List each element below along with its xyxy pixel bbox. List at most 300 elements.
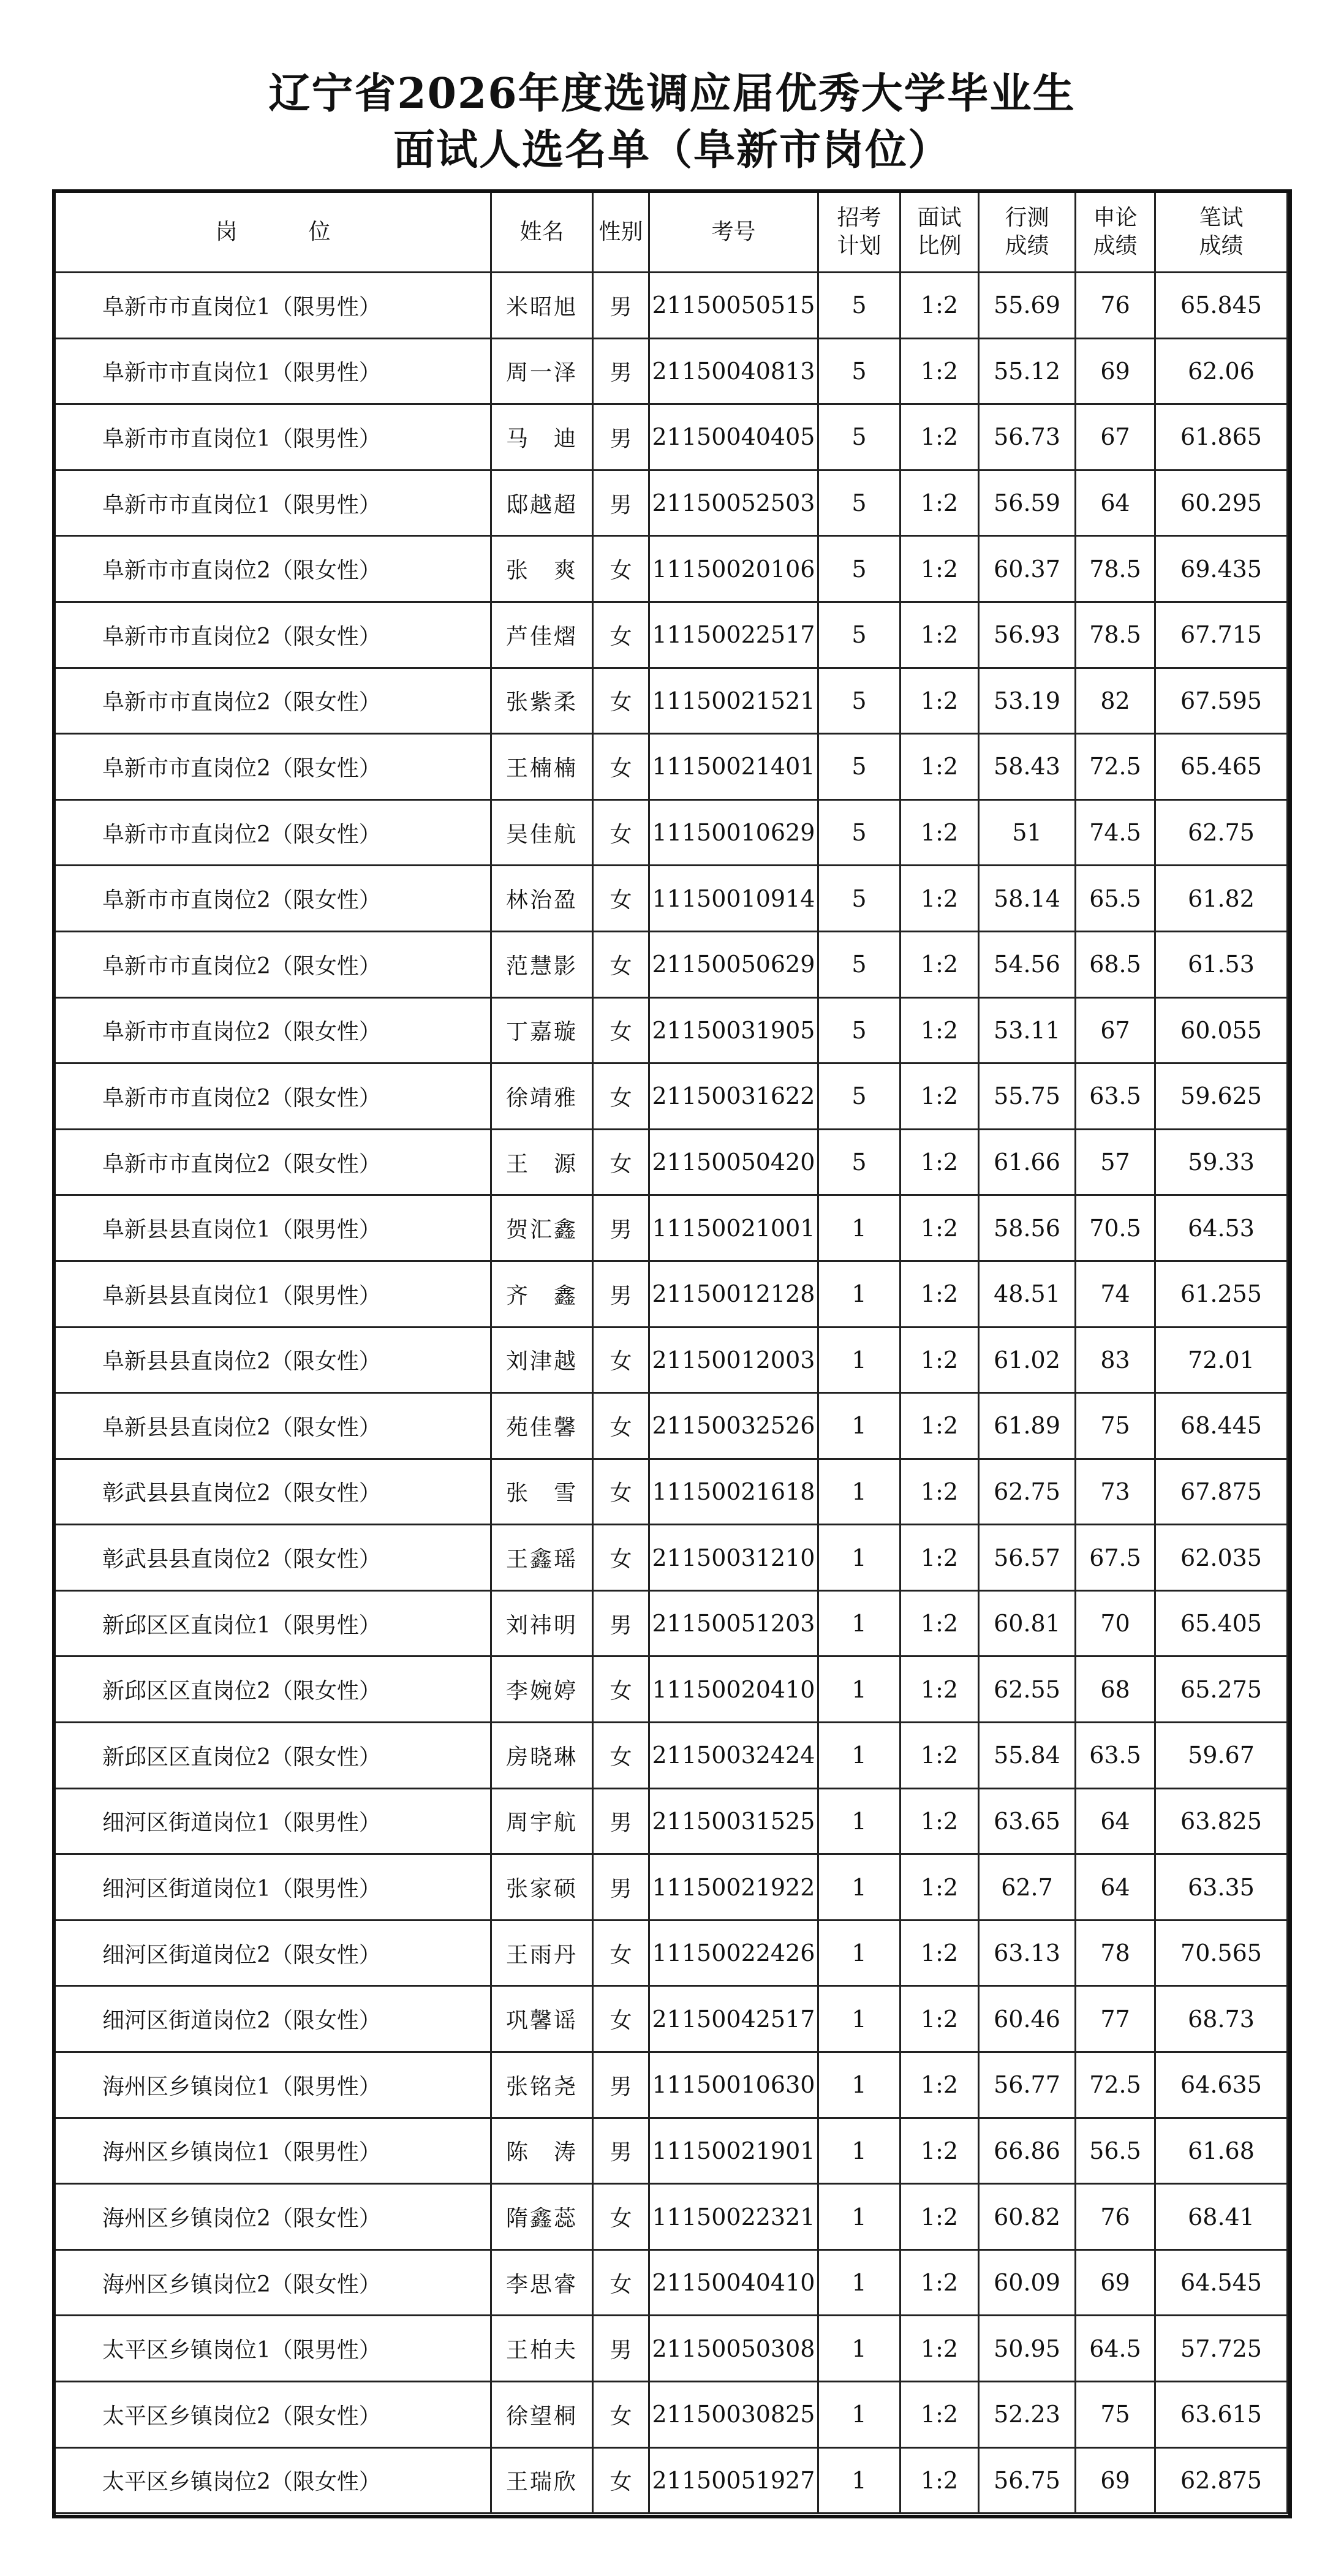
exam-id-cell: 11150021401 [649,734,818,800]
gender-cell: 女 [593,2184,649,2250]
aptitude-score-cell: 62.55 [979,1656,1076,1723]
plan-cell: 1 [818,1261,900,1327]
aptitude-score-cell: 56.73 [979,404,1076,470]
exam-id-cell: 21150040405 [649,404,818,470]
plan-cell: 5 [818,1129,900,1195]
essay-score-cell: 70 [1076,1590,1155,1656]
aptitude-score-cell: 56.59 [979,470,1076,536]
post-cell: 新邱区区直岗位2（限女性） [55,1723,491,1789]
aptitude-score-cell: 60.46 [979,1986,1076,2052]
ratio-cell: 1:2 [900,1261,979,1327]
gender-cell: 女 [593,734,649,800]
plan-cell: 5 [818,1063,900,1130]
ratio-cell: 1:2 [900,1723,979,1789]
aptitude-score-cell: 54.56 [979,931,1076,997]
exam-id-cell: 21150032424 [649,1723,818,1789]
aptitude-score-cell: 53.11 [979,997,1076,1063]
essay-score-cell: 74.5 [1076,799,1155,866]
gender-cell: 男 [593,2316,649,2382]
essay-score-cell: 82 [1076,668,1155,734]
header-gender: 性别 [593,192,649,273]
header-plan: 招考 计划 [818,192,900,273]
name-cell: 陈 涛 [491,2118,593,2184]
essay-score-cell: 64 [1076,470,1155,536]
aptitude-score-cell: 66.86 [979,2118,1076,2184]
ratio-cell: 1:2 [900,997,979,1063]
post-cell: 海州区乡镇岗位1（限男性） [55,2118,491,2184]
table-row [55,1986,1288,2052]
written-score-cell: 59.33 [1155,1129,1288,1195]
gender-cell: 女 [593,1327,649,1393]
exam-id-cell: 11150010630 [649,2052,818,2118]
post-cell: 彰武县县直岗位2（限女性） [55,1459,491,1525]
name-cell: 王楠楠 [491,734,593,800]
essay-score-cell: 76 [1076,273,1155,339]
header-written-score: 笔试 成绩 [1155,192,1288,273]
plan-cell: 1 [818,1327,900,1393]
name-cell: 王瑞欣 [491,2447,593,2514]
gender-cell: 女 [593,1723,649,1789]
plan-cell: 5 [818,799,900,866]
aptitude-score-cell: 55.75 [979,1063,1076,1130]
name-cell: 齐 鑫 [491,1261,593,1327]
post-cell: 阜新县县直岗位2（限女性） [55,1327,491,1393]
exam-id-cell: 21150031622 [649,1063,818,1130]
ratio-cell: 1:2 [900,1195,979,1261]
essay-score-cell: 78 [1076,1920,1155,1986]
table-row [55,799,1288,866]
plan-cell: 1 [818,1590,900,1656]
table-row [55,1195,1288,1261]
written-score-cell: 57.725 [1155,2316,1288,2382]
name-cell: 米昭旭 [491,273,593,339]
aptitude-score-cell: 62.75 [979,1459,1076,1525]
ratio-cell: 1:2 [900,2447,979,2514]
name-cell: 芦佳熠 [491,602,593,668]
name-cell: 徐靖雅 [491,1063,593,1130]
table-row [55,1723,1288,1789]
name-cell: 吴佳航 [491,799,593,866]
gender-cell: 女 [593,2447,649,2514]
table-row [55,1261,1288,1327]
table-row [55,1920,1288,1986]
name-cell: 林治盈 [491,866,593,932]
gender-cell: 女 [593,931,649,997]
gender-cell: 女 [593,1986,649,2052]
plan-cell: 1 [818,1920,900,1986]
plan-cell: 1 [818,2184,900,2250]
table-row [55,338,1288,404]
written-score-cell: 63.825 [1155,1788,1288,1854]
table-row [55,1063,1288,1130]
ratio-cell: 1:2 [900,470,979,536]
aptitude-score-cell: 56.75 [979,2447,1076,2514]
written-score-cell: 60.055 [1155,997,1288,1063]
table-row [55,1129,1288,1195]
essay-score-cell: 64 [1076,1854,1155,1921]
essay-score-cell: 69 [1076,2447,1155,2514]
plan-cell: 5 [818,931,900,997]
post-cell: 太平区乡镇岗位2（限女性） [55,2447,491,2514]
ratio-cell: 1:2 [900,1656,979,1723]
gender-cell: 女 [593,866,649,932]
page-subtitle: 面试人选名单（阜新市岗位） [393,126,951,175]
ratio-cell: 1:2 [900,1854,979,1921]
exam-id-cell: 11150020106 [649,536,818,602]
aptitude-score-cell: 56.57 [979,1525,1076,1591]
written-score-cell: 62.06 [1155,338,1288,404]
exam-id-cell: 21150051927 [649,2447,818,2514]
aptitude-score-cell: 63.65 [979,1788,1076,1854]
aptitude-score-cell: 58.14 [979,866,1076,932]
header-essay-score: 申论 成绩 [1076,192,1155,273]
written-score-cell: 61.53 [1155,931,1288,997]
written-score-cell: 61.68 [1155,2118,1288,2184]
aptitude-score-cell: 61.89 [979,1393,1076,1459]
essay-score-cell: 78.5 [1076,536,1155,602]
aptitude-score-cell: 55.12 [979,338,1076,404]
exam-id-cell: 21150031210 [649,1525,818,1591]
table-row [55,866,1288,932]
exam-id-cell: 11150020410 [649,1656,818,1723]
essay-score-cell: 68 [1076,1656,1155,1723]
written-score-cell: 61.865 [1155,404,1288,470]
essay-score-cell: 83 [1076,1327,1155,1393]
gender-cell: 女 [593,1656,649,1723]
name-cell: 房晓琳 [491,1723,593,1789]
plan-cell: 1 [818,2052,900,2118]
post-cell: 新邱区区直岗位1（限男性） [55,1590,491,1656]
gender-cell: 女 [593,1920,649,1986]
essay-score-cell: 67 [1076,404,1155,470]
name-cell: 王雨丹 [491,1920,593,1986]
plan-cell: 5 [818,273,900,339]
post-cell: 阜新市市直岗位2（限女性） [55,799,491,866]
plan-cell: 1 [818,2118,900,2184]
name-cell: 马 迪 [491,404,593,470]
plan-cell: 5 [818,338,900,404]
post-cell: 阜新县县直岗位1（限男性） [55,1195,491,1261]
table-row [55,931,1288,997]
ratio-cell: 1:2 [900,2249,979,2316]
post-cell: 阜新市市直岗位1（限男性） [55,404,491,470]
written-score-cell: 59.67 [1155,1723,1288,1789]
plan-cell: 5 [818,404,900,470]
plan-cell: 5 [818,470,900,536]
written-score-cell: 63.35 [1155,1854,1288,1921]
table-row [55,1656,1288,1723]
header-post: 岗 位 [55,192,491,273]
table-row [55,2118,1288,2184]
written-score-cell: 61.82 [1155,866,1288,932]
exam-id-cell: 21150012003 [649,1327,818,1393]
post-cell: 阜新县县直岗位2（限女性） [55,1393,491,1459]
post-cell: 阜新市市直岗位2（限女性） [55,931,491,997]
name-cell: 李婉婷 [491,1656,593,1723]
exam-id-cell: 21150032526 [649,1393,818,1459]
exam-id-cell: 21150042517 [649,1986,818,2052]
exam-id-cell: 21150050420 [649,1129,818,1195]
aptitude-score-cell: 63.13 [979,1920,1076,1986]
plan-cell: 1 [818,1986,900,2052]
ratio-cell: 1:2 [900,536,979,602]
gender-cell: 男 [593,1261,649,1327]
essay-score-cell: 75 [1076,2382,1155,2448]
gender-cell: 男 [593,338,649,404]
exam-id-cell: 11150021922 [649,1854,818,1921]
essay-score-cell: 77 [1076,1986,1155,2052]
ratio-cell: 1:2 [900,2382,979,2448]
aptitude-score-cell: 55.69 [979,273,1076,339]
table-row [55,2052,1288,2118]
gender-cell: 女 [593,1393,649,1459]
aptitude-score-cell: 60.82 [979,2184,1076,2250]
essay-score-cell: 73 [1076,1459,1155,1525]
name-cell: 贺汇鑫 [491,1195,593,1261]
exam-id-cell: 11150021618 [649,1459,818,1525]
aptitude-score-cell: 60.37 [979,536,1076,602]
plan-cell: 1 [818,2382,900,2448]
essay-score-cell: 63.5 [1076,1063,1155,1130]
ratio-cell: 1:2 [900,931,979,997]
post-cell: 新邱区区直岗位2（限女性） [55,1656,491,1723]
aptitude-score-cell: 62.7 [979,1854,1076,1921]
aptitude-score-cell: 55.84 [979,1723,1076,1789]
candidate-table [54,191,1288,2514]
exam-id-cell: 11150021521 [649,668,818,734]
gender-cell: 女 [593,668,649,734]
gender-cell: 男 [593,1590,649,1656]
exam-id-cell: 11150022426 [649,1920,818,1986]
name-cell: 张 爽 [491,536,593,602]
written-score-cell: 67.875 [1155,1459,1288,1525]
essay-score-cell: 68.5 [1076,931,1155,997]
essay-score-cell: 64 [1076,1788,1155,1854]
name-cell: 刘祎明 [491,1590,593,1656]
gender-cell: 男 [593,1788,649,1854]
exam-id-cell: 21150031905 [649,997,818,1063]
post-cell: 细河区街道岗位2（限女性） [55,1920,491,1986]
plan-cell: 5 [818,668,900,734]
aptitude-score-cell: 60.09 [979,2249,1076,2316]
exam-id-cell: 11150021901 [649,2118,818,2184]
name-cell: 刘津越 [491,1327,593,1393]
written-score-cell: 67.595 [1155,668,1288,734]
exam-id-cell: 21150051203 [649,1590,818,1656]
post-cell: 太平区乡镇岗位2（限女性） [55,2382,491,2448]
table-row [55,997,1288,1063]
ratio-cell: 1:2 [900,338,979,404]
essay-score-cell: 64.5 [1076,2316,1155,2382]
name-cell: 周宇航 [491,1788,593,1854]
gender-cell: 女 [593,799,649,866]
gender-cell: 女 [593,1129,649,1195]
name-cell: 范慧影 [491,931,593,997]
exam-id-cell: 21150052503 [649,470,818,536]
post-cell: 阜新市市直岗位2（限女性） [55,536,491,602]
written-score-cell: 64.635 [1155,2052,1288,2118]
post-cell: 阜新市市直岗位1（限男性） [55,338,491,404]
name-cell: 张铭尧 [491,2052,593,2118]
aptitude-score-cell: 56.93 [979,602,1076,668]
post-cell: 细河区街道岗位1（限男性） [55,1788,491,1854]
written-score-cell: 68.445 [1155,1393,1288,1459]
name-cell: 丁嘉璇 [491,997,593,1063]
table-body [55,273,1288,2514]
exam-id-cell: 21150050515 [649,273,818,339]
exam-id-cell: 11150022517 [649,602,818,668]
gender-cell: 男 [593,273,649,339]
essay-score-cell: 65.5 [1076,866,1155,932]
gender-cell: 男 [593,404,649,470]
name-cell: 王 源 [491,1129,593,1195]
ratio-cell: 1:2 [900,1393,979,1459]
aptitude-score-cell: 53.19 [979,668,1076,734]
written-score-cell: 60.295 [1155,470,1288,536]
ratio-cell: 1:2 [900,799,979,866]
written-score-cell: 68.41 [1155,2184,1288,2250]
plan-cell: 1 [818,2447,900,2514]
gender-cell: 女 [593,1459,649,1525]
plan-cell: 1 [818,1525,900,1591]
aptitude-score-cell: 56.77 [979,2052,1076,2118]
ratio-cell: 1:2 [900,2052,979,2118]
post-cell: 阜新县县直岗位1（限男性） [55,1261,491,1327]
post-cell: 海州区乡镇岗位1（限男性） [55,2052,491,2118]
essay-score-cell: 67 [1076,997,1155,1063]
exam-id-cell: 11150010914 [649,866,818,932]
name-cell: 徐望桐 [491,2382,593,2448]
plan-cell: 1 [818,1723,900,1789]
post-cell: 海州区乡镇岗位2（限女性） [55,2184,491,2250]
plan-cell: 1 [818,1854,900,1921]
exam-id-cell: 21150030825 [649,2382,818,2448]
name-cell: 周一泽 [491,338,593,404]
plan-cell: 5 [818,734,900,800]
plan-cell: 5 [818,602,900,668]
exam-id-cell: 21150031525 [649,1788,818,1854]
ratio-cell: 1:2 [900,1063,979,1130]
ratio-cell: 1:2 [900,1920,979,1986]
essay-score-cell: 69 [1076,2249,1155,2316]
written-score-cell: 65.845 [1155,273,1288,339]
ratio-cell: 1:2 [900,1129,979,1195]
name-cell: 苑佳馨 [491,1393,593,1459]
ratio-cell: 1:2 [900,734,979,800]
post-cell: 阜新市市直岗位2（限女性） [55,1129,491,1195]
page-title: 辽宁省2026年度选调应届优秀大学毕业生 [268,69,1076,118]
table-row [55,2447,1288,2514]
written-score-cell: 65.405 [1155,1590,1288,1656]
table-row [55,273,1288,339]
name-cell: 李思睿 [491,2249,593,2316]
essay-score-cell: 76 [1076,2184,1155,2250]
written-score-cell: 63.615 [1155,2382,1288,2448]
essay-score-cell: 74 [1076,1261,1155,1327]
essay-score-cell: 72.5 [1076,734,1155,800]
plan-cell: 1 [818,1459,900,1525]
name-cell: 隋鑫蕊 [491,2184,593,2250]
table-row [55,734,1288,800]
exam-id-cell: 21150050308 [649,2316,818,2382]
table-row [55,602,1288,668]
gender-cell: 女 [593,1525,649,1591]
ratio-cell: 1:2 [900,1986,979,2052]
written-score-cell: 70.565 [1155,1920,1288,1986]
gender-cell: 男 [593,2052,649,2118]
post-cell: 太平区乡镇岗位1（限男性） [55,2316,491,2382]
written-score-cell: 59.625 [1155,1063,1288,1130]
table-row [55,1393,1288,1459]
written-score-cell: 68.73 [1155,1986,1288,2052]
written-score-cell: 62.035 [1155,1525,1288,1591]
ratio-cell: 1:2 [900,602,979,668]
gender-cell: 男 [593,470,649,536]
plan-cell: 1 [818,1788,900,1854]
exam-id-cell: 11150021001 [649,1195,818,1261]
essay-score-cell: 63.5 [1076,1723,1155,1789]
name-cell: 张家硕 [491,1854,593,1921]
name-cell: 王鑫瑶 [491,1525,593,1591]
plan-cell: 5 [818,866,900,932]
name-cell: 邸越超 [491,470,593,536]
post-cell: 阜新市市直岗位2（限女性） [55,997,491,1063]
table-row [55,2184,1288,2250]
written-score-cell: 64.545 [1155,2249,1288,2316]
ratio-cell: 1:2 [900,2184,979,2250]
table-row [55,2249,1288,2316]
aptitude-score-cell: 61.66 [979,1129,1076,1195]
essay-score-cell: 57 [1076,1129,1155,1195]
aptitude-score-cell: 58.43 [979,734,1076,800]
gender-cell: 女 [593,536,649,602]
essay-score-cell: 70.5 [1076,1195,1155,1261]
gender-cell: 女 [593,1063,649,1130]
plan-cell: 1 [818,2249,900,2316]
ratio-cell: 1:2 [900,1788,979,1854]
ratio-cell: 1:2 [900,404,979,470]
gender-cell: 男 [593,2118,649,2184]
table-row [55,1854,1288,1921]
header-aptitude-score: 行测 成绩 [979,192,1076,273]
ratio-cell: 1:2 [900,866,979,932]
exam-id-cell: 11150022321 [649,2184,818,2250]
ratio-cell: 1:2 [900,2118,979,2184]
aptitude-score-cell: 60.81 [979,1590,1076,1656]
plan-cell: 1 [818,1656,900,1723]
table-row [55,1525,1288,1591]
exam-id-cell: 21150040813 [649,338,818,404]
ratio-cell: 1:2 [900,273,979,339]
written-score-cell: 65.275 [1155,1656,1288,1723]
gender-cell: 女 [593,602,649,668]
table-row [55,404,1288,470]
plan-cell: 1 [818,1195,900,1261]
ratio-cell: 1:2 [900,1459,979,1525]
post-cell: 海州区乡镇岗位2（限女性） [55,2249,491,2316]
written-score-cell: 69.435 [1155,536,1288,602]
post-cell: 阜新市市直岗位2（限女性） [55,734,491,800]
table-row [55,1459,1288,1525]
essay-score-cell: 69 [1076,338,1155,404]
written-score-cell: 72.01 [1155,1327,1288,1393]
essay-score-cell: 75 [1076,1393,1155,1459]
plan-cell: 1 [818,1393,900,1459]
ratio-cell: 1:2 [900,668,979,734]
table-row [55,2316,1288,2382]
aptitude-score-cell: 52.23 [979,2382,1076,2448]
essay-score-cell: 56.5 [1076,2118,1155,2184]
